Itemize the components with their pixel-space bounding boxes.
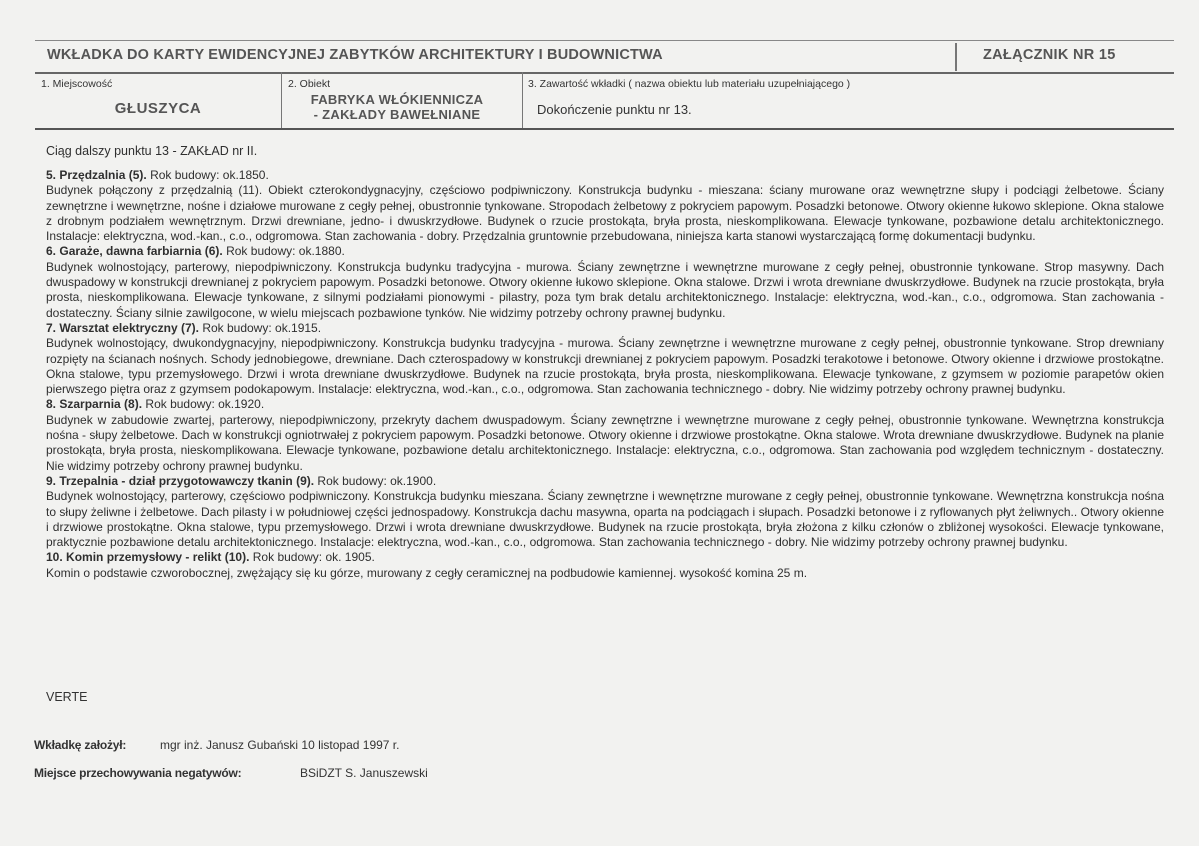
section-heading bbox=[46, 168, 1164, 183]
header-divider bbox=[955, 43, 957, 71]
section-text: Budynek w zabudowie zwartej, parterowy, niepodpiwniczony, przekryty dachem dwuspadowym. Ściany zewnętrzne i wewnętrzne murowane z cegły pełnej, obustronnie tynkowane. Wewnętrzna konstrukcja nośna - słupy żelbetowe. Dach w konstrukcji ogniotrwałej z pokryciem papowym. Posadzki betonowe. Otwory okienne i drzwiowe prostokątne. Okna stalowe. Wrota drewniane dwuskrzydłowe. Budynek na planie prostokąta, bryła prosta, nieskomplikowana. Elewacje tynkowane, pozbawione detalu architektonicznego. Instalacje: elektryczna, c.o., odgromowa. Stan zachowania pod względem technicznym - dostateczny. Nie widzimy potrzeby ochrony prawnej budynku. bbox=[46, 412, 1164, 473]
field-object bbox=[282, 72, 523, 128]
intro-line: Ciąg dalszy punktu 13 - ZAKŁAD nr II. bbox=[46, 144, 258, 158]
section-title: Szarparnia (8). bbox=[59, 397, 143, 412]
section-10 bbox=[46, 550, 1164, 581]
section-5 bbox=[46, 168, 1164, 244]
fields-row bbox=[35, 72, 1174, 130]
field-content bbox=[523, 72, 1174, 128]
section-text: Budynek połączony z przędzalnią (11). Obiekt czterokondygnacyjny, częściowo podpiwniczony. Konstrukcja budynku - mieszana: ściany murowane oraz wewnętrzne słupy i podciągi żelbetowe. Ściany zewnętrzne i wewnętrzne, nośne i działowe murowane z cegły pełnej, obustronnie tynkowane. Stropodach żelbetowy z pokryciem papowym. Posadzki betonowe. Otwory okienne łukowo sklepione. Okna stalowe z drobnym podziałem wewnętrznym. Drzwi drewniane, jedno- i dwuskrzydłowe. Budynek o rzucie prostokąta, bryła prosta, nieskomplikowana. Elewacje tynkowane, pozbawione detalu architektonicznego. Instalacje: elektryczna, wod.-kan., c.o., odgromowa. Stan zachowania - dobry. Przędzalnia gruntownie przebudowana, niniejsza karta stanowi wystarczającą formę dokumentacji budynku. bbox=[46, 183, 1164, 244]
section-heading bbox=[46, 321, 1164, 336]
section-text: Budynek wolnostojący, parterowy, niepodpiwniczony. Konstrukcja budynku tradycyjna - murowa. Ściany zewnętrzne i wewnętrzne murowane z cegły pełnej, obustronnie tynkowane. Strop masywny. Dach dwuspadowy w konstrukcji drewnianej z pokryciem papowym. Posadzki betonowe. Otwory okienne łukowo sklepione. Okna stalowe. Drzwi i wrota drewniane dwuskrzydłowe. Budynek na rzucie prostokąta, bryła prosta, nieskomplikowana. Elewacje tynkowane, z silnymi podziałami pionowymi - pilastry, poza tym brak detalu architektonicznego. Instalacje: elektryczna, wod.-kan., c.o., odgromowa. Stan zachowania - dostateczny. Ściany silnie zawilgocone, w wielu miejscach pozbawione tynków. Nie widzimy potrzeby ochrony prawnej budynku. bbox=[46, 259, 1164, 320]
section-title: Warsztat elektryczny (7). bbox=[59, 320, 199, 335]
section-title: Trzepalnia - dział przygotowawczy tkanin (9). bbox=[59, 473, 315, 488]
section-title: Komin przemysłowy - relikt (10). bbox=[66, 550, 250, 565]
card-body bbox=[46, 143, 1164, 581]
section-year: Rok budowy: ok.1915. bbox=[202, 320, 322, 335]
section-number: 7. bbox=[46, 320, 57, 335]
section-6 bbox=[46, 244, 1164, 320]
section-text: Budynek wolnostojący, parterowy, częściowo podpiwniczony. Konstrukcja budynku mieszana. Ściany zewnętrzne i wewnętrzne murowane z cegły pełnej, obustronnie tynkowane. Wewnętrzna konstrukcja nośna to słupy żeliwne i żelbetowe. Dach pilasty i w południowej części jednospadowy. Konstrukcja dachu masywna, oparta na podciągach i słupach. Posadzki betonowe i z ryflowanych płyt żeliwnych.. Otwory okienne i drzwiowe prostokątne. Okna stalowe, typu przemysłowego. Drzwi i wrota drewniane dwuskrzydłowe. Budynek na rzucie prostokąta, bryła złożona z kilku członów o zbliżonej wysokości. Elewacje tynkowane, praktycznie pozbawione detalu architektonicznego. Instalacje: elektryczna, wod.-kan., c.o., odgromowa. Stan zachowania technicznego - dobry. Nie widzimy potrzeby ochrony prawnej budynku. bbox=[46, 489, 1164, 550]
section-number: 5. bbox=[46, 168, 57, 182]
section-text: Komin o podstawie czworobocznej, zwężający się ku górze, murowany z cegły ceramicznej na podbudowie kamiennej. wysokość komina 25 m. bbox=[46, 565, 808, 580]
footer-author bbox=[34, 738, 400, 752]
section-text: Budynek wolnostojący, dwukondygnacyjny, niepodpiwniczony. Konstrukcja budynku tradycyjna - murowa. Ściany zewnętrzne i wewnętrzne murowane z cegły pełnej, obustronnie tynkowane. Strop drewniany rozpięty na ścianach nośnych. Schody jednobiegowe, drewniane. Dach czterospadowy w konstrukcji drewnianej z pokryciem papowym. Posadzki terakotowe i betonowe. Otwory okienne i drzwiowe prostokątne. Okna stalowe, typu przemysłowego. Drzwi i wrota drewniane dwuskrzydłowe. Budynek na rzucie prostokąta, bryła prosta, nieskomplikowana. Elewacje tynkowane, z gzymsem w poziomie parapetów okien pierwszego piętra oraz z gzymsem podokapowym. Instalacje: elektryczna, wod.-kan., c.o., odgromowa. Stan zachowania technicznego - dobry. Nie widzimy potrzeby ochrony prawnej budynku. bbox=[46, 336, 1164, 397]
object-label: 2. Obiekt bbox=[288, 78, 331, 90]
card-header bbox=[35, 40, 1174, 74]
section-number: 9. bbox=[46, 473, 57, 488]
section-year: Rok budowy: ok.1920. bbox=[145, 397, 265, 412]
card-title: WKŁADKA DO KARTY EWIDENCYJNEJ ZABYTKÓW ARCHITEKTURY I BUDOWNICTWA bbox=[47, 47, 663, 63]
section-heading bbox=[46, 550, 1164, 565]
section-9 bbox=[46, 474, 1164, 550]
storage-value: BSiDZT S. Januszewski bbox=[300, 766, 428, 780]
author-value: mgr inż. Janusz Gubański 10 listopad 1997 r. bbox=[160, 738, 400, 752]
object-value bbox=[292, 92, 502, 122]
section-year: Rok budowy: ok.1900. bbox=[317, 473, 437, 488]
storage-label: Miejsce przechowywania negatywów: bbox=[34, 766, 242, 780]
section-heading bbox=[46, 244, 1164, 259]
section-heading bbox=[46, 474, 1164, 489]
section-7 bbox=[46, 321, 1164, 397]
section-8 bbox=[46, 397, 1164, 473]
section-heading bbox=[46, 397, 1164, 412]
content-value: Dokończenie punktu nr 13. bbox=[537, 102, 692, 117]
object-line-2: - ZAKŁADY BAWEŁNIANE bbox=[313, 107, 481, 122]
section-number: 8. bbox=[46, 397, 57, 412]
verte-note: VERTE bbox=[46, 690, 88, 704]
field-place bbox=[35, 72, 282, 128]
section-title: Przędzalnia (5). bbox=[59, 168, 147, 182]
place-label: 1. Miejscowość bbox=[41, 78, 113, 90]
section-number: 6. bbox=[46, 244, 57, 259]
section-year: Rok budowy: ok.1880. bbox=[226, 244, 345, 259]
section-title: Garaże, dawna farbiarnia (6). bbox=[59, 244, 223, 259]
attachment-number: ZAŁĄCZNIK NR 15 bbox=[983, 47, 1116, 63]
place-value: GŁUSZYCA bbox=[114, 100, 202, 117]
section-year: Rok budowy: ok. 1905. bbox=[252, 550, 375, 565]
object-line-1: FABRYKA WŁÓKIENNICZA bbox=[310, 92, 484, 107]
content-label: 3. Zawartość wkładki ( nazwa obiektu lub materiału uzupełniającego ) bbox=[528, 78, 851, 90]
footer-storage bbox=[34, 766, 428, 780]
section-year: Rok budowy: ok.1850. bbox=[150, 168, 269, 182]
section-number: 10. bbox=[46, 550, 63, 565]
author-label: Wkładkę założył: bbox=[34, 738, 127, 752]
